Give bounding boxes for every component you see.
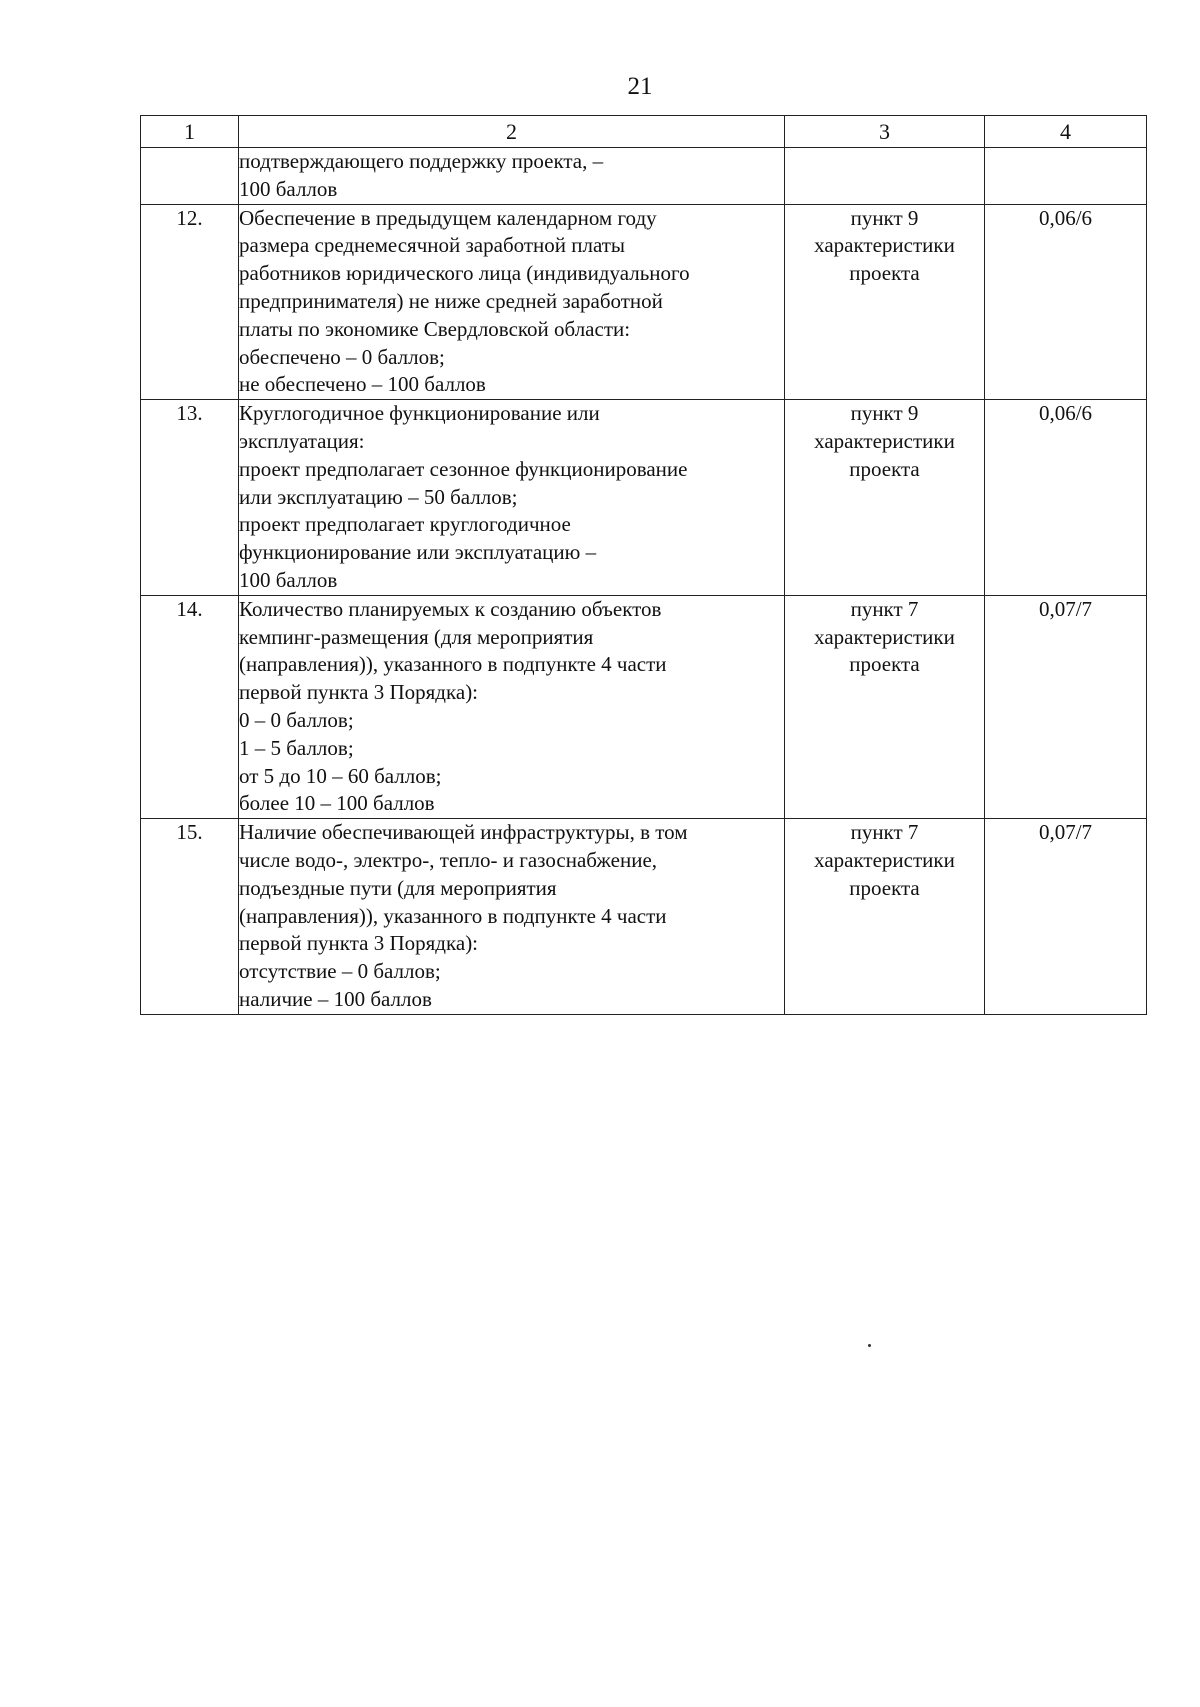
table-row [141,400,1147,596]
description-line: более 10 – 100 баллов [239,791,435,816]
source-line: характеристики [814,428,955,453]
description-line: кемпинг-размещения (для мероприятия [239,624,594,649]
description-line: проект предполагает круглогодичное [239,512,571,537]
source-line: характеристики [814,847,955,872]
criterion-weight: 0,06/6 [985,204,1147,400]
row-number: 15. [141,819,239,1015]
criterion-weight [985,148,1147,205]
description-line: (направления)), указанного в подпункте 4 части [239,903,667,928]
criterion-source [785,819,985,1015]
criterion-description [239,204,785,400]
description-line: не обеспечено – 100 баллов [239,372,486,397]
table-header [141,116,1147,148]
criterion-weight: 0,07/7 [985,595,1147,818]
criterion-description [239,148,785,205]
criteria-table [140,115,1147,1015]
row-number [141,148,239,205]
criterion-weight: 0,07/7 [985,819,1147,1015]
header-cell-2: 2 [239,116,785,148]
description-line: эксплуатация: [239,428,365,453]
criterion-description [239,595,785,818]
description-line: Количество планируемых к созданию объектов [239,596,662,621]
description-line: обеспечено – 0 баллов; [239,344,445,369]
row-number: 12. [141,204,239,400]
source-line: пункт 7 [850,596,919,621]
description-line: подъездные пути (для мероприятия [239,875,557,900]
criterion-description [239,819,785,1015]
header-cell-3: 3 [785,116,985,148]
description-line: 100 баллов [239,567,338,592]
criterion-weight: 0,06/6 [985,400,1147,596]
criterion-source [785,595,985,818]
description-line: наличие – 100 баллов [239,986,432,1011]
row-number: 14. [141,595,239,818]
criterion-source [785,400,985,596]
description-line: Обеспечение в предыдущем календарном году [239,205,657,230]
source-line: проекта [849,875,920,900]
source-line: характеристики [814,233,955,258]
source-line: проекта [849,261,920,286]
description-line: числе водо-, электро-, тепло- и газоснабжение, [239,847,658,872]
description-line: предпринимателя) не ниже средней заработной [239,288,663,313]
description-line: (направления)), указанного в подпункте 4 части [239,652,667,677]
description-line: 1 – 5 баллов; [239,735,354,760]
description-line: 0 – 0 баллов; [239,707,354,732]
description-line: первой пункта 3 Порядка): [239,680,479,705]
description-line: Круглогодичное функционирование или [239,401,600,426]
description-line: платы по экономике Свердловской области: [239,316,631,341]
description-line: 100 баллов [239,176,338,201]
source-line: проекта [849,456,920,481]
source-line: пункт 9 [850,205,919,230]
page-number: 21 [627,73,653,100]
description-line: от 5 до 10 – 60 баллов; [239,763,442,788]
description-line: или эксплуатацию – 50 баллов; [239,484,518,509]
source-line: проекта [849,652,920,677]
table-body [141,148,1147,1015]
header-row [141,116,1147,148]
description-line: работников юридического лица (индивидуального [239,261,690,286]
description-line: отсутствие – 0 баллов; [239,959,441,984]
description-line: проект предполагает сезонное функционирование [239,456,688,481]
source-line: пункт 9 [850,401,919,426]
header-cell-4: 4 [985,116,1147,148]
description-line: подтверждающего поддержку проекта, – [239,149,604,173]
row-number: 13. [141,400,239,596]
description-line: размера среднемесячной заработной платы [239,233,626,258]
header-cell-1: 1 [141,116,239,148]
table-row [141,204,1147,400]
criterion-description [239,400,785,596]
description-line: функционирование или эксплуатацию – [239,540,597,565]
table-row [141,595,1147,818]
source-line: пункт 7 [850,820,919,845]
source-line: характеристики [814,624,955,649]
criterion-source [785,204,985,400]
criterion-source [785,148,985,205]
scan-speck [868,1344,871,1347]
table-row [141,819,1147,1015]
description-line: первой пункта 3 Порядка): [239,931,479,956]
table-row-continuation [141,148,1147,205]
description-line: Наличие обеспечивающей инфраструктуры, в том [239,820,688,845]
